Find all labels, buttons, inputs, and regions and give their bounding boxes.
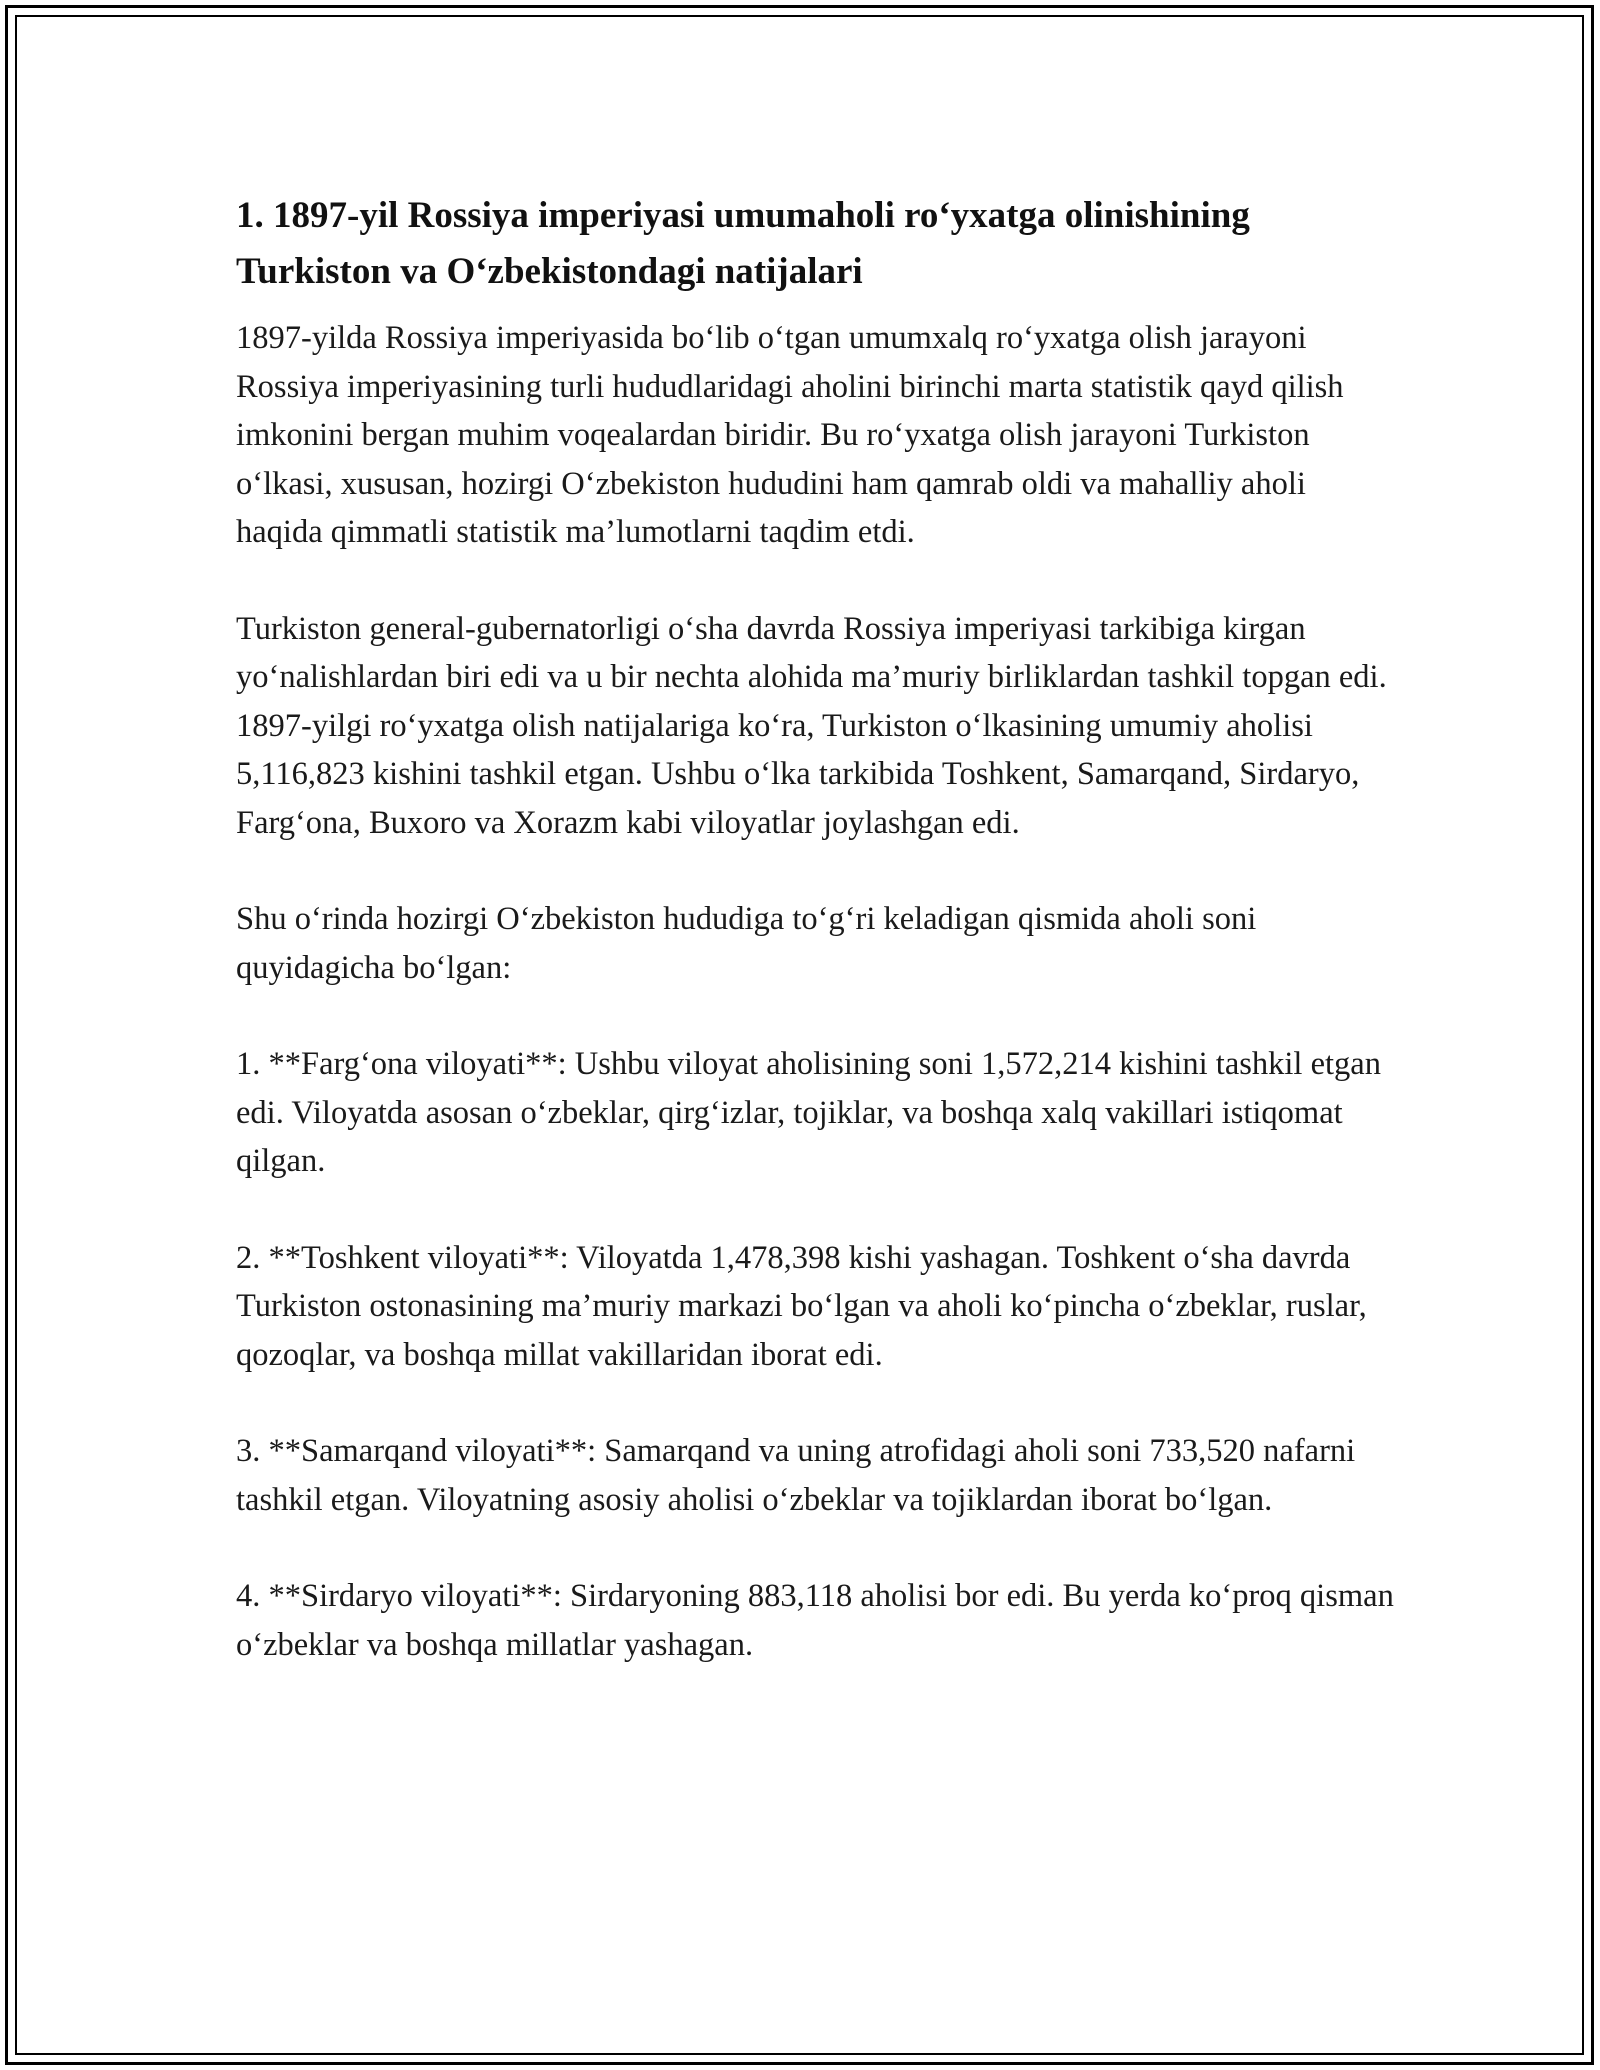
list-item-sirdaryo: 4. **Sirdaryo viloyati**: Sirdaryoning 883,118 aholisi bor edi. Bu yerda ko‘proq qisman o‘zbeklar va boshqa millatlar yashagan.: [236, 1578, 1394, 1663]
list-item-fargona: 1. **Farg‘ona viloyati**: Ushbu viloyat aholisining soni 1,572,214 kishini tashkil etgan edi. Viloyatda asosan o‘zbeklar, qirg‘izlar, tojiklar, va boshqa xalq vakillari istiqomat qilgan.: [236, 1046, 1381, 1179]
paragraph-list-intro: Shu o‘rinda hozirgi O‘zbekiston hududiga to‘g‘ri keladigan qismida aholi soni quyidagicha bo‘lgan:: [236, 901, 1257, 986]
document-title: 1. 1897-yil Rossiya imperiyasi umumaholi ro‘yxatga olinishining Turkiston va O‘zbekistondagi natijalari: [236, 195, 1250, 292]
paragraph-intro: 1897-yilda Rossiya imperiyasida bo‘lib o‘tgan umumxalq ro‘yxatga olish jarayoni Rossiya imperiyasining turli hududlaridagi aholini birinchi marta statistik qayd qilish imkonini bergan muhim voqealardan biridir. Bu ro‘yxatga olish jarayoni Turkiston o‘lkasi, xususan, hozirgi O‘zbekiston hududini ham qamrab oldi va mahalliy aholi haqida qimmatli statistik ma’lumotlarni taqdim etdi.: [236, 320, 1344, 550]
list-item-samarqand: 3. **Samarqand viloyati**: Samarqand va uning atrofidagi aholi soni 733,520 nafarni tashkil etgan. Viloyatning asosiy aholisi o‘zbeklar va tojiklardan iborat bo‘lgan.: [236, 1433, 1356, 1518]
list-item-toshkent: 2. **Toshkent viloyati**: Viloyatda 1,478,398 kishi yashagan. Toshkent o‘sha davrda Turkiston ostonasining ma’muriy markazi bo‘lgan va aholi ko‘pincha o‘zbeklar, ruslar, qozoqlar, va boshqa millat vakillaridan iborat edi.: [236, 1239, 1367, 1373]
paragraph-turkiston: Turkiston general-gubernatorligi o‘sha davrda Rossiya imperiyasi tarkibiga kirgan yo‘nalishlardan biri edi va u bir nechta alohida ma’muriy birliklardan tashkil topgan edi. 1897-yilgi ro‘yxatga olish natijalariga ko‘ra, Turkiston o‘lkasining umumiy aholisi 5,116,823 kishini tashkil etgan. Ushbu o‘lka tarkibida Toshkent, Samarqand, Sirdaryo, Farg‘ona, Buxoro va Xorazm kabi viloyatlar joylashgan edi.: [236, 610, 1387, 841]
document-body: [236, 188, 1396, 1717]
